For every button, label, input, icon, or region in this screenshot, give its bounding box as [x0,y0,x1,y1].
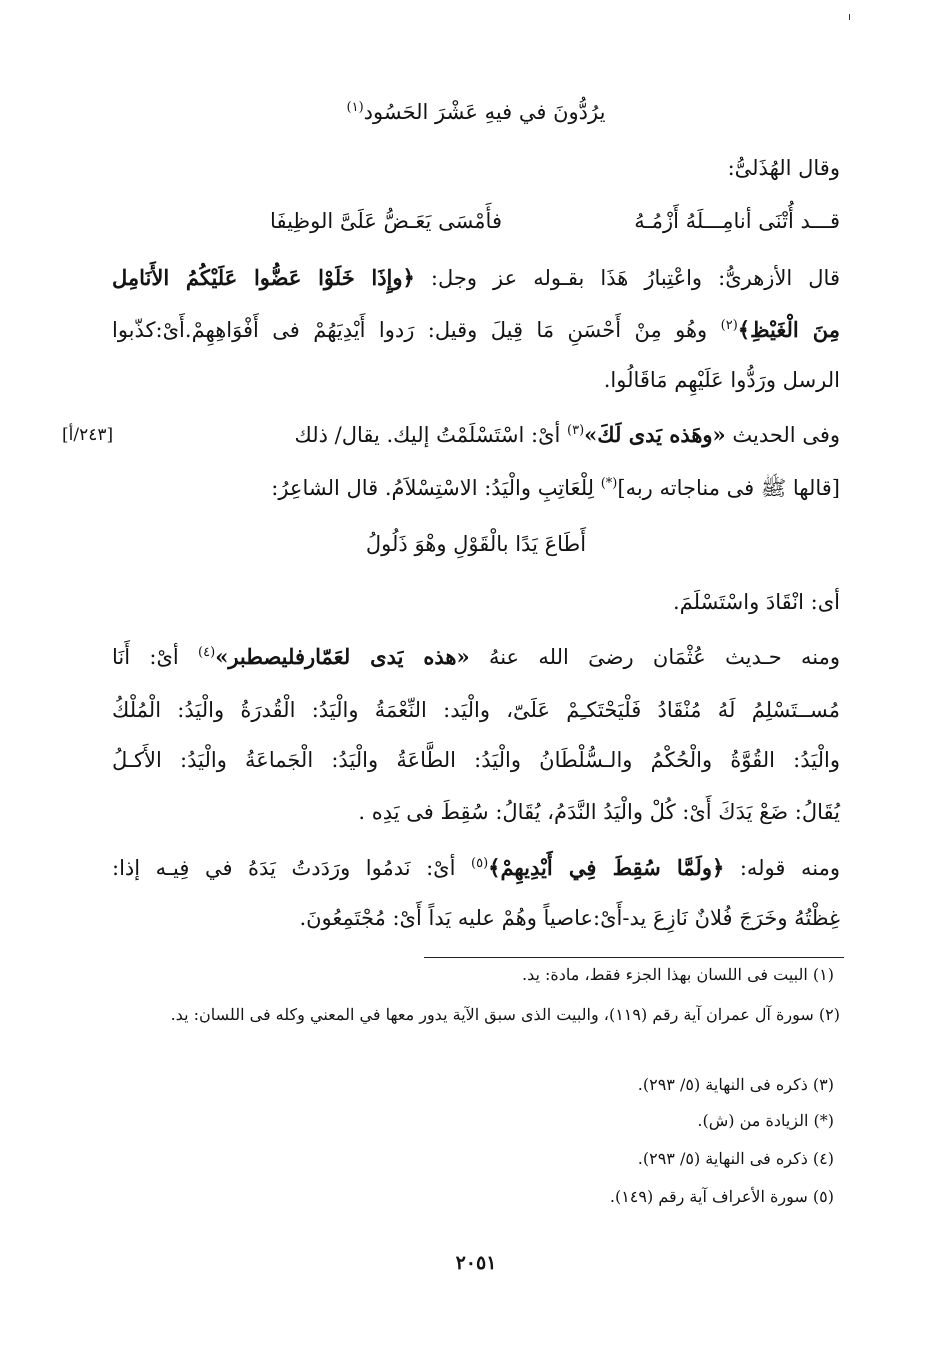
verse-continuation [112,92,840,132]
paragraph-uthman-line-2: مُســتَسْلِمُ لَهُ مُنْقَادُ فَلْيَحْتَكـِمْ عَلَىّ، والْيَد: النِّعْمَةُ والْيَدُ: الْقُدرَةُ والْيَدُ: الْمُلْكُ [112,698,840,722]
footnote-5: (٥) سورة الأعراف آية رقم (١٤٩). [609,1187,834,1206]
paragraph-quran-line-1 [112,848,840,888]
footnote-2: (٢) سورة آل عمران آية رقم (١١٩)، والبيت الذى سبق الآية يدور معها في المعني وكله فى اللسان: يد. [170,1005,840,1024]
quran-quote-end: مِنَ الْغَيْظِ﴾ [737,317,841,342]
verse-first-half: قـــد أُتْنَى أنامِـــلَهُ أَزْمُـهُ [634,209,840,233]
paragraph-quran-line-2: غِظْتُهُ وخَرَجَ فُلانٌ نَازِعَ يد-أَىْ:عاصياً وهُمْ عليه يَداً أَىْ: مُجْتَمِعُونَ. [299,906,840,930]
verse-second-half: فأَمْسَى يَعَـضُّ عَلَىَّ الوظِيفَا [270,209,502,233]
text-span: أىْ: أَنَا [112,645,199,669]
manuscript-folio-ref: [٢٤٣/أ] [62,425,114,445]
hadith-quote: «هذه يَدى لعَمّارفليصطبر» [215,644,470,669]
paragraph-hadith-line-1 [200,415,840,455]
footnote-ref-4: (٤) [198,645,216,660]
paragraph-azhari-line-1 [112,258,840,298]
footnote-ref-2: (٢) [720,318,738,333]
quran-quote: ﴿ولَمَّا سُقِطَ فِي أَيْدِيهِمْ﴾ [488,855,725,880]
verse-continuation-text: يرُدُّونَ في فيهِ عَشْرَ الحَسُود [363,100,606,124]
paragraph-hadith-line-2 [112,468,840,508]
footnote-3: (٣) ذكره فى النهاية (٥/ ٢٩٣). [637,1075,834,1094]
footnote-ref-5: (٥) [471,856,489,871]
paragraph-uthman-line-3: والْيَدُ: القُوَّةُ والْحُكْمُ والـسُّلْطَانُ والْيَدُ: الطَّاعَةُ والْيَدُ: الْجَماعَةُ والْيَدُ: الأَكـلُ [112,748,840,772]
paragraph-azhari-line-2 [112,310,840,350]
footnote-1: (١) البيت فى اللسان بهذا الجزء فقط، مادة: يد. [521,965,834,984]
footnote-star: (*) الزيادة من (ش). [697,1111,834,1130]
text-span: [قالها ﷺ فى مناجاته ربه] [617,476,840,500]
hudhali-intro: وقال الهُذَلىُّ: [727,156,840,180]
text-span: ومنه قوله: [724,856,840,880]
footnote-ref-3: (٣) [567,423,585,438]
paragraph-hadith-line-4: أى: انْقَادَ واسْتَسْلَمَ. [673,590,840,614]
text-span: وهُو مِنْ أَحْسَنِ مَا قِيلَ وقيل: رَدوا أَيْدِيَهُمْ فى أَفْوَاهِهِمْ.أَىْ:كذّبوا [112,318,721,342]
text-span: لِلْعَاتِبِ والْيَدُ: الاسْتِسْلاَمُ. قال الشاعِرُ: [271,476,601,500]
footnote-separator [424,957,844,958]
footnote-4: (٤) ذكره فى النهاية (٥/ ٢٩٣). [637,1149,834,1168]
paragraph-uthman-line-1 [112,637,840,677]
quran-quote: ﴿وإِذَا خَلَوْا عَضُّوا عَلَيْكُمُ الأَنَامِل [112,265,415,290]
text-span: وفى الحديث [725,423,840,447]
hadith-quote: «وهَذه يَدى لَكَ» [584,422,726,447]
text-span: أىْ: نَدمُوا ورَدَدتُ يَدَهُ في فِيـه إذا: [112,856,472,880]
corner-mark [849,14,850,20]
text-span: قال الأزهرىُّ: واعْتِبارُ هَذَا بقـوله عز وجل: [414,266,840,290]
text-span: ومنه حـديث عُثْمَان رضىَ الله عنهُ [469,645,840,669]
footnote-ref-star: (*) [600,476,618,491]
page-number: ٢٠٥١ [455,1252,497,1274]
text-span: أىْ: اسْتَسْلَمْتُ إليك. يقال/ ذلك [294,423,568,447]
paragraph-azhari-line-3: الرسل ورَدُّوا عَلَيْهِم مَاقَالُوا. [603,368,840,392]
poetry-verse: أَطَاعَ يَدًا بالْقَوْلِ وهْوَ ذَلُولُ [365,532,587,556]
footnote-ref-1: (١) [346,100,364,115]
paragraph-uthman-line-4: يُقَالُ: ضَعْ يَدَكَ أَىْ: كُلْ والْيَدُ النَّدَمُ، يُقَالُ: سُقِطَ فى يَدِه . [358,800,840,824]
